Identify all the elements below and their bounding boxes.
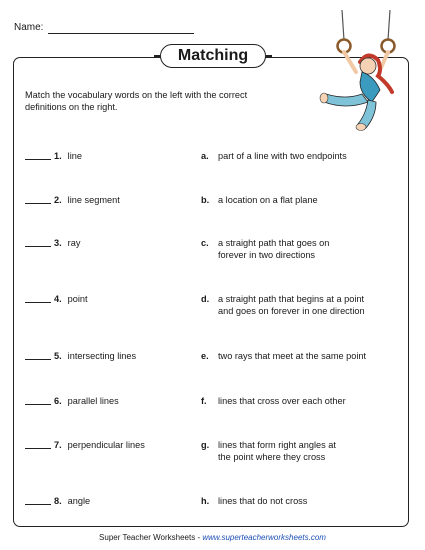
definition-line-1: a location on a flat plane bbox=[218, 195, 318, 205]
definition-line-1: lines that do not cross bbox=[218, 496, 308, 506]
term-number: 1. bbox=[54, 151, 62, 161]
definition-item bbox=[201, 194, 406, 206]
definition-item bbox=[201, 495, 406, 507]
definition-line-1: a straight path that begins at a point bbox=[218, 294, 365, 304]
term-word: line segment bbox=[67, 195, 120, 205]
term-number: 8. bbox=[54, 496, 62, 506]
term-word: intersecting lines bbox=[67, 351, 137, 361]
answer-blank[interactable] bbox=[25, 302, 51, 303]
definition-line-1: two rays that meet at the same point bbox=[218, 351, 367, 361]
instructions-text: Match the vocabulary words on the left with the correct definitions on the right. bbox=[25, 90, 248, 112]
name-label: Name: bbox=[14, 22, 44, 33]
definition-line-1: lines that cross over each other bbox=[218, 396, 346, 406]
term-item bbox=[25, 350, 136, 362]
term-item bbox=[25, 237, 80, 249]
definition-item bbox=[201, 395, 406, 407]
definition-letter: g. bbox=[201, 440, 210, 450]
definition-letter: e. bbox=[201, 351, 209, 361]
gymnast-illustration-icon bbox=[316, 10, 418, 132]
definition-letter: a. bbox=[201, 151, 209, 161]
answer-blank[interactable] bbox=[25, 246, 51, 247]
name-input-line[interactable] bbox=[48, 33, 194, 34]
definition-letter: c. bbox=[201, 238, 209, 248]
term-item bbox=[25, 194, 120, 206]
term-item bbox=[25, 395, 119, 407]
definition-line-1: a straight path that goes on bbox=[218, 238, 330, 248]
definition-line-2: forever in two directions bbox=[218, 250, 316, 260]
term-number: 5. bbox=[54, 351, 62, 361]
definition-item bbox=[201, 150, 406, 162]
term-word: angle bbox=[67, 496, 91, 506]
term-word: parallel lines bbox=[67, 396, 119, 406]
definition-line-2: the point where they cross bbox=[218, 452, 326, 462]
answer-blank[interactable] bbox=[25, 448, 51, 449]
term-word: point bbox=[67, 294, 88, 304]
term-item bbox=[25, 293, 88, 305]
term-word: ray bbox=[67, 238, 81, 248]
definition-item bbox=[201, 237, 406, 261]
answer-blank[interactable] bbox=[25, 504, 51, 505]
definition-item bbox=[201, 439, 406, 463]
term-number: 2. bbox=[54, 195, 62, 205]
definition-item bbox=[201, 293, 406, 317]
definition-item bbox=[201, 350, 406, 362]
definition-line-1: lines that form right angles at bbox=[218, 440, 336, 450]
term-number: 3. bbox=[54, 238, 62, 248]
answer-blank[interactable] bbox=[25, 359, 51, 360]
term-number: 6. bbox=[54, 396, 62, 406]
definition-line-1: part of a line with two endpoints bbox=[218, 151, 347, 161]
term-word: perpendicular lines bbox=[67, 440, 145, 450]
definition-letter: h. bbox=[201, 496, 210, 506]
term-item bbox=[25, 495, 90, 507]
footer-brand: Super Teacher Worksheets - bbox=[99, 533, 203, 542]
definition-letter: d. bbox=[201, 294, 210, 304]
definition-letter: b. bbox=[201, 195, 210, 205]
answer-blank[interactable] bbox=[25, 203, 51, 204]
term-number: 7. bbox=[54, 440, 62, 450]
worksheet-title: Matching bbox=[160, 44, 266, 68]
answer-blank[interactable] bbox=[25, 159, 51, 160]
definition-letter: f. bbox=[201, 396, 207, 406]
term-word: line bbox=[67, 151, 82, 161]
footer-link[interactable]: www.superteacherworksheets.com bbox=[202, 533, 326, 542]
term-number: 4. bbox=[54, 294, 62, 304]
footer bbox=[0, 533, 425, 542]
answer-blank[interactable] bbox=[25, 404, 51, 405]
term-item bbox=[25, 439, 145, 451]
term-item bbox=[25, 150, 82, 162]
definition-line-2: and goes on forever in one direction bbox=[218, 306, 365, 316]
